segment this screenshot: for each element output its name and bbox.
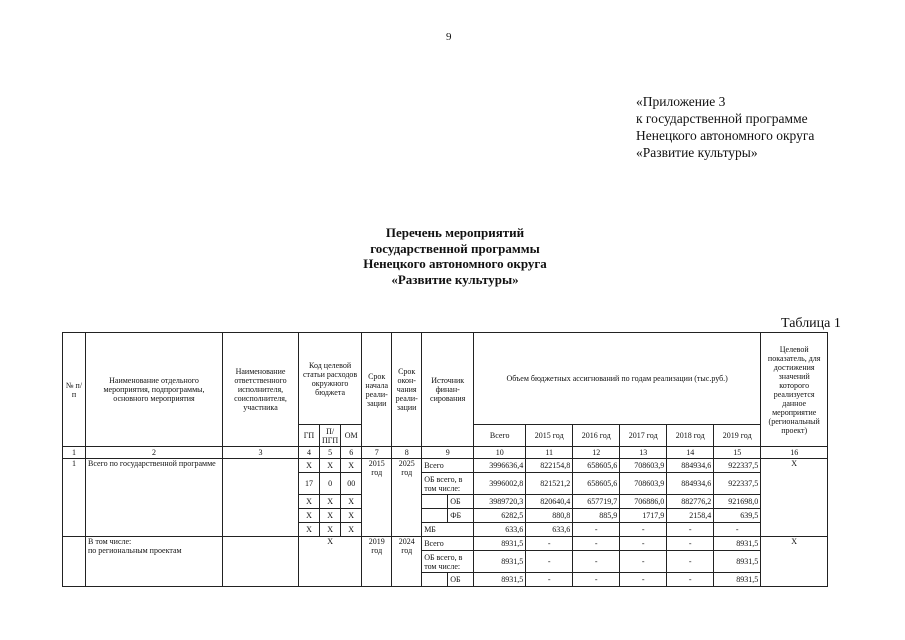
start-year: 2019 год (362, 537, 392, 587)
cell-2015: - (526, 551, 573, 573)
cell-2018: - (667, 537, 714, 551)
cell-source: Всего (422, 537, 474, 551)
cell-2018: 884934,6 (667, 473, 714, 495)
colnum-1: 1 (63, 447, 86, 459)
cell-om: X (341, 523, 362, 537)
cell-2019: 922337,5 (714, 459, 761, 473)
cell-2018: 2158,4 (667, 509, 714, 523)
document-title (300, 225, 610, 287)
cell-2015: 820640,4 (526, 495, 573, 509)
cell-2017: - (620, 551, 667, 573)
measure-name: Всего по государственной программе (86, 459, 223, 537)
title-line-2: государственной программы (370, 240, 540, 256)
cell-source-sub: ОБ (448, 573, 474, 587)
regional-projects-name (86, 537, 223, 587)
cell-gp: X (299, 509, 320, 523)
page-number: 9 (446, 31, 452, 43)
cell-2016: - (573, 551, 620, 573)
cell-source: ОБ всего, в том числе: (422, 551, 474, 573)
header-indicator: Целевой показатель, для достижения значений которого реализуется данное мероприятие (региональный проект) (761, 333, 828, 447)
cell-gp: X (299, 459, 320, 473)
header-2016: 2016 год (573, 425, 620, 447)
cell-2019: 921698,0 (714, 495, 761, 509)
colnum-6: 6 (341, 447, 362, 459)
responsible-cell (223, 459, 299, 537)
cell-total: 633,6 (474, 523, 526, 537)
header-2015: 2015 год (526, 425, 573, 447)
appendix-line-2: к государственной программе (636, 111, 808, 126)
cell-2016: - (573, 573, 620, 587)
cell-source-sub: ФБ (448, 509, 474, 523)
cell-source-empty (422, 495, 448, 509)
cell-source: Всего (422, 459, 474, 473)
cell-om: X (341, 459, 362, 473)
cell-source-empty (422, 509, 448, 523)
responsible-cell (223, 537, 299, 587)
header-end: Срок окон- чания реали- зации (392, 333, 422, 447)
cell-pp: X (320, 495, 341, 509)
row-number-empty (63, 537, 86, 587)
cell-2018: 884934,6 (667, 459, 714, 473)
cell-om: 00 (341, 473, 362, 495)
cell-total: 3996002,8 (474, 473, 526, 495)
colnum-5: 5 (320, 447, 341, 459)
cell-total: 8931,5 (474, 537, 526, 551)
cell-2015: 821521,2 (526, 473, 573, 495)
cell-total: 8931,5 (474, 573, 526, 587)
colnum-2: 2 (86, 447, 223, 459)
cell-2019: 8931,5 (714, 537, 761, 551)
column-number-row (63, 447, 828, 459)
cell-om: X (341, 495, 362, 509)
header-volume: Объем бюджетных ассигнований по годам реализации (тыс.руб.) (474, 333, 761, 425)
header-ppgp: П/ ПГП (320, 425, 341, 447)
end-year: 2024 год (392, 537, 422, 587)
colnum-12: 12 (573, 447, 620, 459)
regional-name-line-1: В том числе: (88, 537, 132, 546)
cell-2018: - (667, 523, 714, 537)
header-responsible: Наименование ответственного исполнителя, соисполнителя, участника (223, 333, 299, 447)
cell-2016: 658605,6 (573, 459, 620, 473)
colnum-4: 4 (299, 447, 320, 459)
cell-2017: - (620, 537, 667, 551)
header-2018: 2018 год (667, 425, 714, 447)
colnum-8: 8 (392, 447, 422, 459)
table-row (63, 537, 828, 551)
title-line-4: «Развитие культуры» (391, 271, 519, 287)
indicator-cell: X (761, 537, 828, 587)
cell-total: 3989720,3 (474, 495, 526, 509)
cell-2019: 8931,5 (714, 551, 761, 573)
indicator-cell: X (761, 459, 828, 537)
cell-2017: 708603,9 (620, 459, 667, 473)
cell-2017: - (620, 573, 667, 587)
cell-pp: X (320, 459, 341, 473)
appendix-note (636, 93, 814, 161)
colnum-9: 9 (422, 447, 474, 459)
colnum-15: 15 (714, 447, 761, 459)
cell-2016: - (573, 523, 620, 537)
appendix-line-4: «Развитие культуры» (636, 145, 758, 160)
start-year: 2015 год (362, 459, 392, 537)
cell-pp: X (320, 523, 341, 537)
header-2017: 2017 год (620, 425, 667, 447)
cell-source-sub: ОБ (448, 495, 474, 509)
cell-2018: - (667, 551, 714, 573)
cell-2017: 708603,9 (620, 473, 667, 495)
code-cell: X (299, 537, 362, 587)
cell-2015: 633,6 (526, 523, 573, 537)
cell-2019: 922337,5 (714, 473, 761, 495)
colnum-16: 16 (761, 447, 828, 459)
header-start: Срок начала реали- зации (362, 333, 392, 447)
header-row (63, 333, 828, 425)
cell-2017: - (620, 523, 667, 537)
row-number: 1 (63, 459, 86, 537)
header-total: Всего (474, 425, 526, 447)
colnum-3: 3 (223, 447, 299, 459)
cell-2015: 822154,8 (526, 459, 573, 473)
cell-2017: 706886,0 (620, 495, 667, 509)
appendix-line-3: Ненецкого автономного округа (636, 128, 815, 143)
header-gp: ГП (299, 425, 320, 447)
header-num: № п/п (63, 333, 86, 447)
cell-2019: 8931,5 (714, 573, 761, 587)
header-2019: 2019 год (714, 425, 761, 447)
colnum-10: 10 (474, 447, 526, 459)
cell-gp: X (299, 523, 320, 537)
cell-2018: - (667, 573, 714, 587)
cell-total: 8931,5 (474, 551, 526, 573)
header-source: Источник финан- сирования (422, 333, 474, 447)
cell-2016: - (573, 537, 620, 551)
cell-2019: 639,5 (714, 509, 761, 523)
cell-gp: 17 (299, 473, 320, 495)
cell-source: МБ (422, 523, 474, 537)
measures-table (62, 332, 828, 587)
header-om: ОМ (341, 425, 362, 447)
cell-2016: 885,9 (573, 509, 620, 523)
cell-2017: 1717,9 (620, 509, 667, 523)
colnum-7: 7 (362, 447, 392, 459)
cell-2015: 880,8 (526, 509, 573, 523)
cell-total: 3996636,4 (474, 459, 526, 473)
table-caption: Таблица 1 (781, 316, 841, 331)
cell-source: ОБ всего, в том числе: (422, 473, 474, 495)
cell-2018: 882776,2 (667, 495, 714, 509)
cell-pp: X (320, 509, 341, 523)
cell-pp: 0 (320, 473, 341, 495)
header-code: Код целевой статьи расходов окружного бюджета (299, 333, 362, 425)
colnum-13: 13 (620, 447, 667, 459)
table-row (63, 459, 828, 473)
title-line-1: Перечень мероприятий (385, 225, 525, 240)
colnum-11: 11 (526, 447, 573, 459)
colnum-14: 14 (667, 447, 714, 459)
end-year: 2025 год (392, 459, 422, 537)
cell-source-empty (422, 573, 448, 587)
cell-2019: - (714, 523, 761, 537)
cell-gp: X (299, 495, 320, 509)
cell-2015: - (526, 573, 573, 587)
header-name: Наименование отдельного мероприятия, подпрограммы, основного мероприятия (86, 333, 223, 447)
cell-total: 6282,5 (474, 509, 526, 523)
cell-2016: 658605,6 (573, 473, 620, 495)
cell-2015: - (526, 537, 573, 551)
appendix-line-1: «Приложение 3 (636, 94, 726, 109)
cell-om: X (341, 509, 362, 523)
cell-2016: 657719,7 (573, 495, 620, 509)
regional-name-line-2: по региональным проектам (88, 546, 182, 555)
title-line-3: Ненецкого автономного округа (363, 256, 547, 271)
